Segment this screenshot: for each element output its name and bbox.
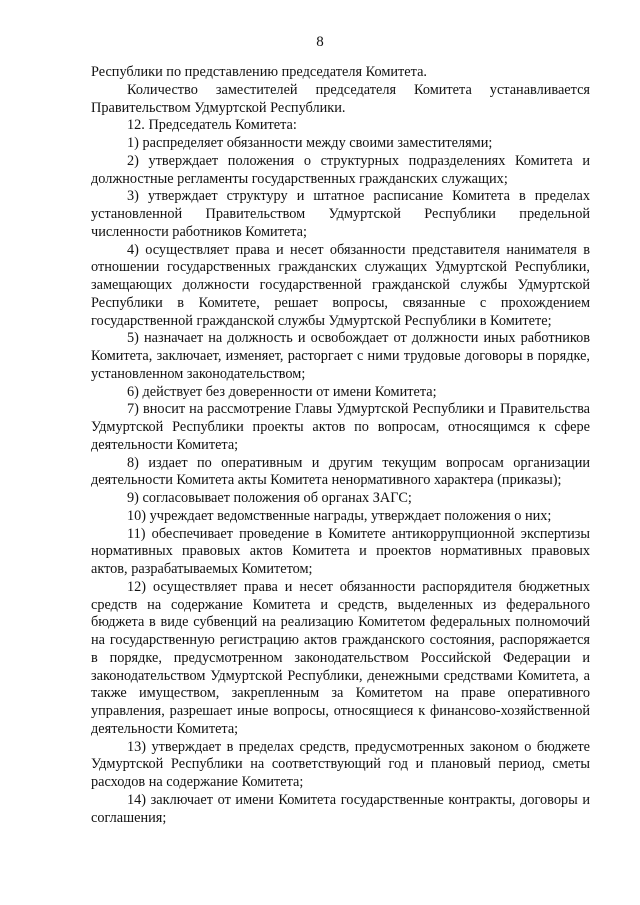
list-item-2: 2) утверждает положения о структурных подразделениях Комитета и должностные регламенты государственных гражданских служащих; [91,152,590,187]
list-item-14: 14) заключает от имени Комитета государственные контракты, договоры и соглашения; [91,791,590,826]
list-item-13: 13) утверждает в пределах средств, предусмотренных законом о бюджете Удмуртской Республики на соответствующий год и плановый период, сметы расходов на содержание Комитета; [91,738,590,790]
list-item-8: 8) издает по оперативным и другим текущим вопросам организации деятельности Комитета акты Комитета ненормативного характера (приказы); [91,454,590,489]
page-number: 8 [316,34,324,50]
list-item-5: 5) назначает на должность и освобождает от должности иных работников Комитета, заключает, изменяет, расторгает с ними трудовые договоры в порядке, установленном законодательством; [91,330,590,382]
list-item-6: 6) действует без доверенности от имени Комитета; [127,383,437,400]
list-item-1: 1) распределяет обязанности между своими заместителями; [127,135,493,151]
list-item-10: 10) учреждает ведомственные награды, утверждает положения о них; [127,507,552,524]
list-item-12: 12) осуществляет права и несет обязанности распорядителя бюджетных средств на содержание Комитета и средств, выделенных из федерального бюджета в виде субвенций на реализацию Комитетом федеральных полномочий на государственную регистрацию актов гражданского состояния, распоряжается в порядке, предусмотренном законодательством Российской Федерации и законодательством Удмуртской Республики, денежными средствами Комитета, а также имуществом, закрепленным за Комитетом на праве оперативного управления, разрешает иные вопросы, относящиеся к финансово-хозяйственной деятельности Комитета; [91,578,590,737]
list-item-9: 9) согласовывает положения об органах ЗАГС; [127,490,412,506]
list-item-7: 7) вносит на рассмотрение Главы Удмуртской Республики и Правительства Удмуртской Республики проекты актов по вопросам, относящимся к сфере деятельности Комитета; [91,401,590,453]
list-item-4: 4) осуществляет права и несет обязанности представителя нанимателя в отношении государственных гражданских служащих Удмуртской Республики, замещающих должности государственной гражданской службы Удмуртской Республики в Комитете, решает вопросы, связанные с прохождением государственной гражданской службы Удмуртской Республики в Комитете; [91,241,590,329]
list-item-3: 3) утверждает структуру и штатное расписание Комитета в пределах установленной Правительством Удмуртской Республики предельной численности работников Комитета; [91,188,590,240]
paragraph-section-12-heading: 12. Председатель Комитета: [127,117,297,134]
document-body [91,64,590,827]
list-item-11: 11) обеспечивает проведение в Комитете антикоррупционной экспертизы нормативных правовых актов Комитета и проектов нормативных правовых актов, разрабатываемых Комитетом; [91,525,590,577]
paragraph-continuation: Республики по представлению председателя Комитета. [91,64,427,80]
paragraph-deputies-count: Количество заместителей председателя Комитета устанавливается Правительством Удмуртской Республики. [91,81,590,116]
